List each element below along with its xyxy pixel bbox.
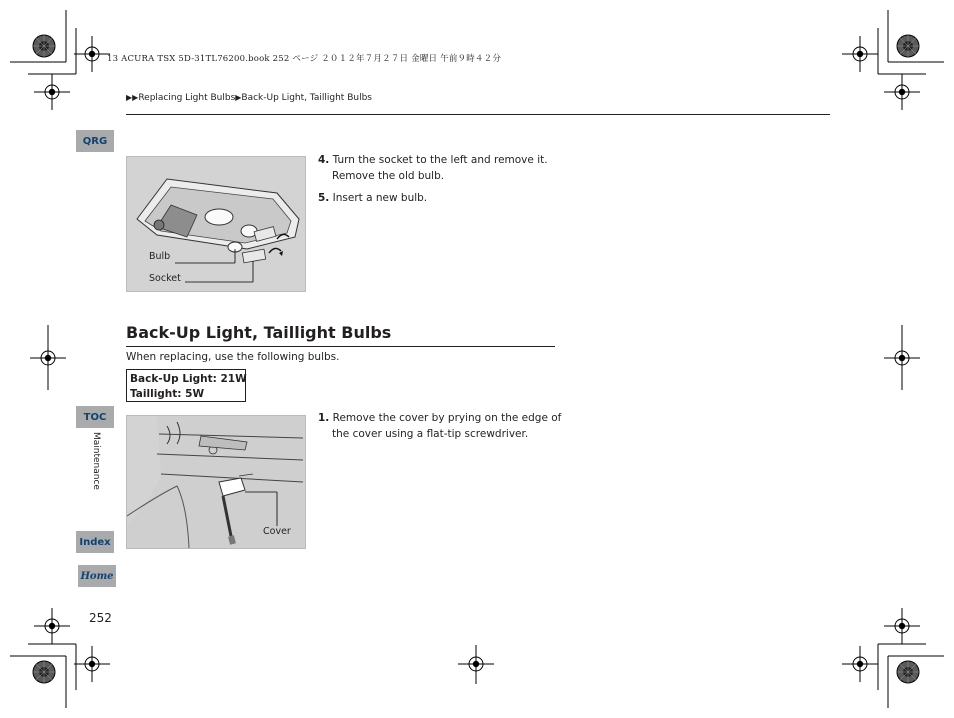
step-4-number: 4. [318,154,330,166]
socket-bulb-drawing [127,157,305,291]
callout-cover: Cover [263,526,291,537]
callout-bulb: Bulb [149,251,171,262]
step-4-text: Turn the socket to the left and remove it. [332,154,548,166]
spec-taillight: Taillight: 5W [130,388,205,400]
step-1-text: Remove the cover by prying on the edge of [332,412,562,424]
section-intro: When replacing, use the following bulbs. [126,351,340,363]
breadcrumb-current: Back-Up Light, Taillight Bulbs [241,93,372,103]
step-5-text: Insert a new bulb. [332,192,428,204]
step-4-text-line2: Remove the old bulb. [332,170,445,182]
section-title: Back-Up Light, Taillight Bulbs [126,323,392,342]
section-rule [126,346,555,347]
cover-illustration [126,415,306,549]
step-1-number: 1. [318,412,330,424]
header-rule [126,114,830,115]
breadcrumb-link-replacing-light-bulbs[interactable]: Replacing Light Bulbs [138,93,236,103]
page-number: 252 [89,611,112,625]
step-4 [318,152,558,184]
step-1 [318,410,563,442]
step-5-number: 5. [318,192,330,204]
toc-button[interactable]: TOC [76,406,114,428]
qrg-button[interactable]: QRG [76,130,114,152]
step-1-text-line2: the cover using a flat-tip screwdriver. [332,428,529,440]
breadcrumb-separator: ▶ [235,93,242,102]
bulb-spec-box [126,369,246,402]
home-button[interactable]: Home [78,565,116,587]
breadcrumb-arrows: ▶▶ [126,93,139,102]
print-header: 13 ACURA TSX 5D-31TL76200.book 252 ページ ２０１２年７月２７日 金曜日 午前９時４２分 [107,54,502,64]
step-5 [318,190,558,206]
callout-socket: Socket [149,273,181,284]
spec-backup-light: Back-Up Light: 21W [130,373,247,385]
breadcrumb [126,93,372,103]
section-tab-label: Maintenance [91,432,101,490]
socket-bulb-illustration [126,156,306,292]
index-button[interactable]: Index [76,531,114,553]
section-tab [80,432,112,502]
